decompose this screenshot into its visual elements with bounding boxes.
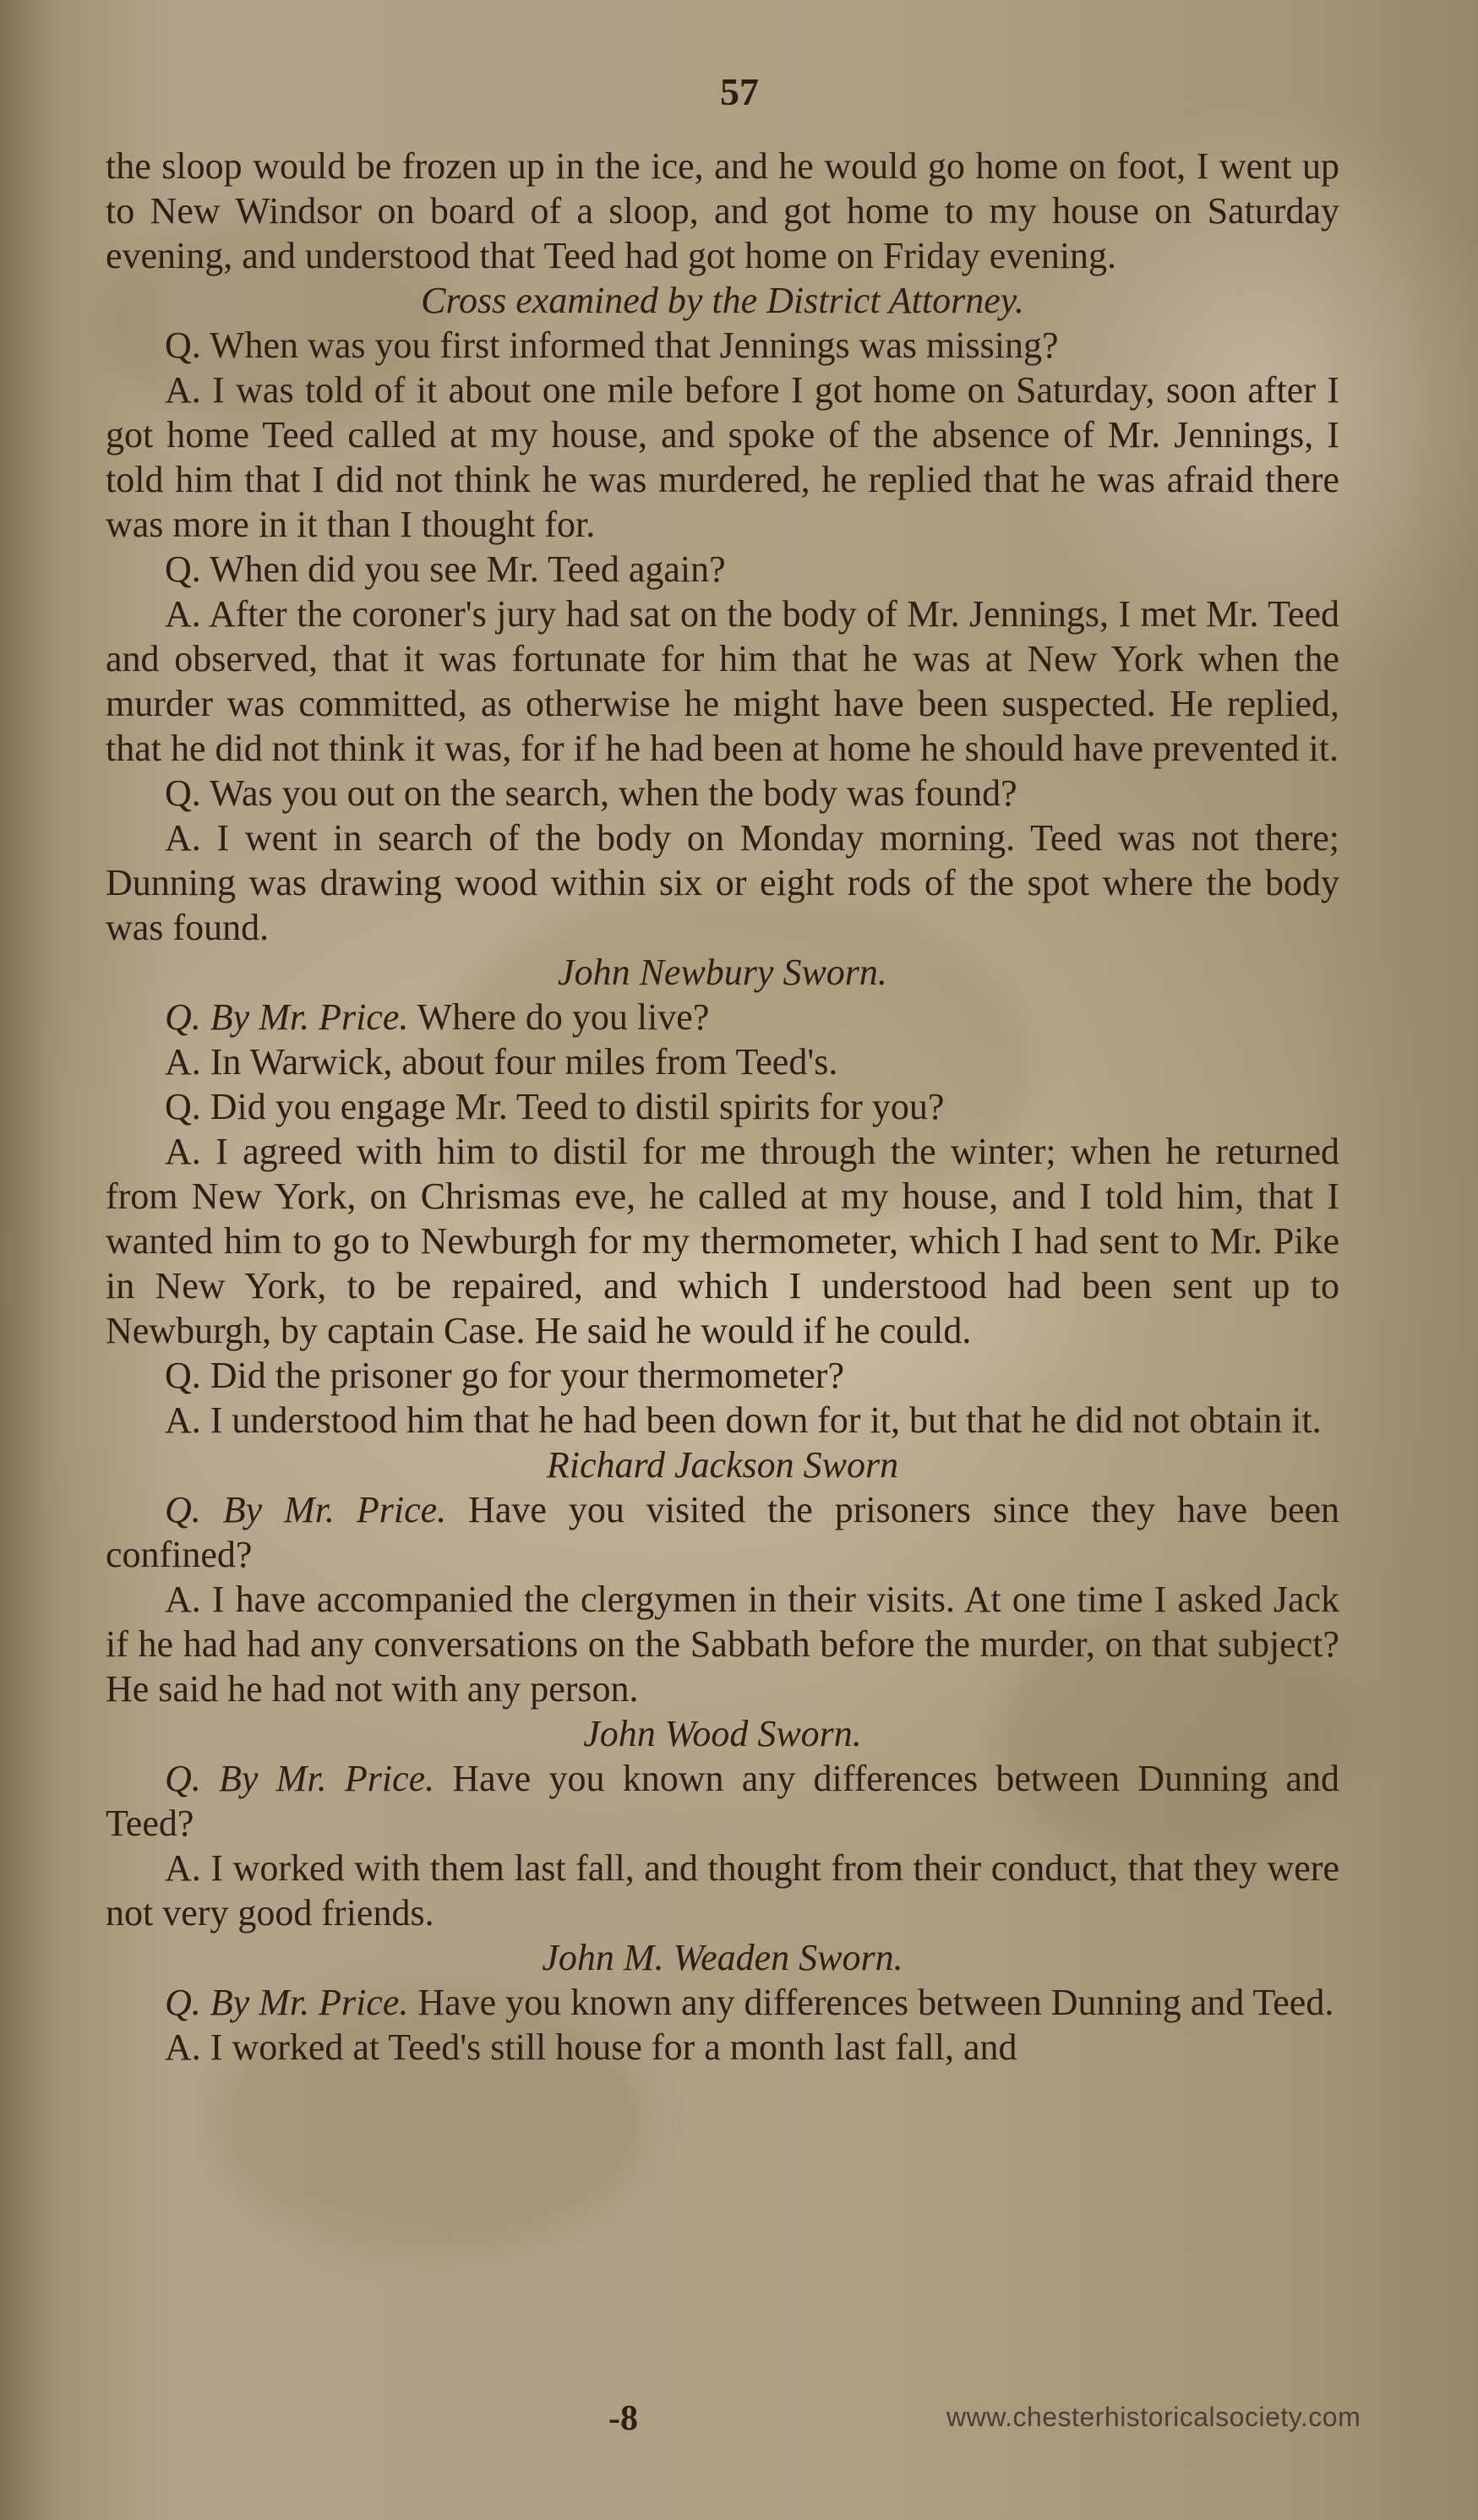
examiner-prefix: Q. By Mr. Price. xyxy=(165,1982,409,2023)
question: Q. When did you see Mr. Teed again? xyxy=(165,548,726,590)
answer: A. After the coroner's jury had sat on the body of Mr. Jennings, I met Mr. Teed and observed, that it was fortunate for him that he was at New York when the murder was committed, as otherwise he might have been suspected. He replied, that he did not think it was, for if he had been at home he should have prevented it. xyxy=(106,593,1339,769)
question: Q. When was you first informed that Jennings was missing? xyxy=(165,325,1059,366)
question: Q. Did the prisoner go for your thermometer? xyxy=(165,1355,844,1396)
answer: A. I worked with them last fall, and thought from their conduct, that they were not very good friends. xyxy=(106,1847,1339,1934)
question xyxy=(106,995,1339,1039)
question xyxy=(106,1756,1339,1846)
page-number: 57 xyxy=(720,70,759,113)
examiner-prefix: Q. By Mr. Price. xyxy=(165,1758,435,1799)
question-text: Have you visited the prisoners since they have been confined? xyxy=(106,1489,1340,1575)
signature-mark: -8 xyxy=(608,2399,638,2438)
witness-heading: John Wood Sworn. xyxy=(583,1713,862,1754)
answer: A. I agreed with him to distil for me through the winter; when he returned from New York, on Chrismas eve, he called at my house, and I told him, that I wanted him to go to Newburgh for my thermometer, which I had sent to Mr. Pike in New York, to be repaired, and which I understood had been sent up to Newburgh, by captain Case. He said he would if he could. xyxy=(106,1131,1339,1351)
answer: A. I went in search of the body on Monday morning. Teed was not there; Dunning was drawing wood within six or eight rods of the spot where the body was found. xyxy=(106,817,1339,948)
witness-heading: John Newbury Sworn. xyxy=(558,952,887,993)
answer: A. I understood him that he had been down for it, but that he did not obtain it. xyxy=(165,1399,1322,1441)
answer: A. I was told of it about one mile before I got home on Saturday, soon after I got home Teed called at my house, and spoke of the absence of Mr. Jennings, I told him that I did not think he was murdered, he replied that he was afraid there was more in it than I thought for. xyxy=(106,369,1339,545)
question: Q. Did you engage Mr. Teed to distil spirits for you? xyxy=(165,1086,945,1127)
paragraph: the sloop would be frozen up in the ice, and he would go home on foot, I went up to New Windsor on board of a sloop, and got home to my house on Saturday evening, and understood that Teed had got home on Friday evening. xyxy=(106,145,1339,276)
examiner-prefix: Q. By Mr. Price. xyxy=(165,1489,447,1530)
question-text: Have you known any differences between Dunning and Teed? xyxy=(106,1758,1339,1844)
answer: A. In Warwick, about four miles from Teed's. xyxy=(165,1041,838,1083)
question-text: Where do you live? xyxy=(417,996,710,1038)
section-heading: Cross examined by the District Attorney. xyxy=(421,280,1024,321)
question xyxy=(106,1487,1339,1577)
question: Q. Was you out on the search, when the body was found? xyxy=(165,772,1017,814)
question xyxy=(106,1980,1339,2025)
answer: A. I worked at Teed's still house for a month last fall, and xyxy=(165,2026,1017,2068)
witness-heading: Richard Jackson Sworn xyxy=(546,1444,899,1486)
witness-heading: John M. Weaden Sworn. xyxy=(542,1937,903,1978)
watermark: www.chesterhistoricalsociety.com xyxy=(946,2402,1361,2432)
question-text: Have you known any differences between Dunning and Teed. xyxy=(417,1982,1334,2023)
answer: A. I have accompanied the clergymen in their visits. At one time I asked Jack if he had had any conversations on the Sabbath before the murder, on that subject? He said he had not with any person. xyxy=(106,1579,1339,1710)
examiner-prefix: Q. By Mr. Price. xyxy=(165,996,409,1038)
page-body xyxy=(106,144,1339,2070)
